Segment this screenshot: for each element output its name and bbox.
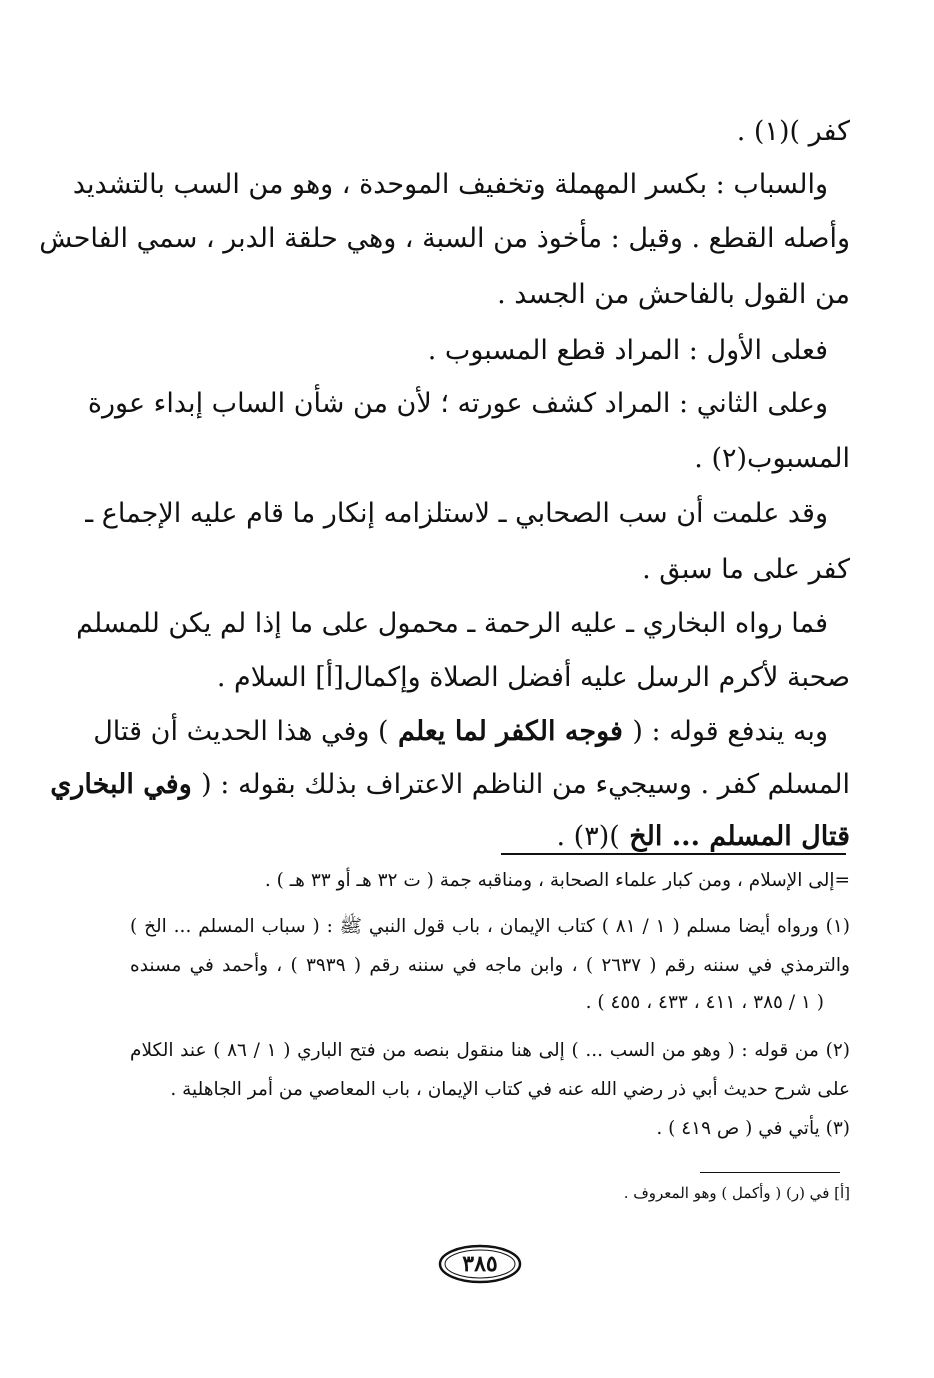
text-line: المسبوب(٢) . xyxy=(694,443,850,474)
footnote-line: والترمذي في سننه رقم ( ٢٦٣٧ ) ، وابن ماجه في سننه رقم ( ٣٩٣٩ ) ، وأحمد في مسنده xyxy=(130,955,850,976)
page-number-badge xyxy=(438,1244,522,1284)
text-segment: المسلم كفر . وسيجيء من الناظم الاعتراف بذلك بقوله : ( xyxy=(201,769,850,800)
page-number: ٣٨٥ xyxy=(462,1251,498,1277)
text-segment: وبه يندفع قوله : ( xyxy=(632,716,828,747)
text-line: كفر على ما سبق . xyxy=(642,554,850,585)
quoted-verse: قتال المسلم ... الخ xyxy=(619,821,850,852)
text-line: والسباب : بكسر المهملة وتخفيف الموحدة ، وهو من السب بالتشديد xyxy=(72,169,828,200)
text-line xyxy=(93,712,828,752)
footnote-line: (١) ورواه أيضا مسلم ( ١ / ٨١ ) كتاب الإيمان ، باب قول النبي ﷺ : ( سباب المسلم ... الخ ) xyxy=(130,916,850,937)
text-line: فما رواه البخاري ـ عليه الرحمة ـ محمول على ما إذا لم يكن للمسلم xyxy=(76,608,828,639)
text-line: فعلى الأول : المراد قطع المسبوب . xyxy=(427,335,828,366)
text-line: من القول بالفاحش من الجسد . xyxy=(497,279,850,310)
text-line: صحبة لأكرم الرسل عليه أفضل الصلاة وإكمال[أ] السلام . xyxy=(216,662,850,693)
quoted-verse: فوجه الكفر لما يعلم xyxy=(388,716,633,747)
text-line: وقد علمت أن سب الصحابي ـ لاستلزامه إنكار ما قام عليه الإجماع ـ xyxy=(85,498,828,529)
quoted-verse: وفي البخاري xyxy=(50,769,202,800)
footnote-line: (٣) يأتي في ( ص ٤١٩ ) . xyxy=(656,1118,850,1139)
text-line xyxy=(130,817,850,857)
text-segment: )(٣) . xyxy=(556,821,620,852)
footnote-line: ( ١ / ٣٨٥ ، ٤١١ ، ٤٣٣ ، ٤٥٥ ) . xyxy=(585,992,824,1013)
margin-note-separator xyxy=(700,1172,840,1173)
footnote-line: على شرح حديث أبي ذر رضي الله عنه في كتاب الإيمان ، باب المعاصي من أمر الجاهلية . xyxy=(170,1079,850,1100)
text-line: وأصله القطع . وقيل : مأخوذ من السبة ، وهي حلقة الدبر ، سمي الفاحش xyxy=(39,223,850,254)
footnote-line: (٢) من قوله : ( وهو من السب ... ) إلى هنا منقول بنصه من فتح الباري ( ١ / ٨٦ ) عند الكلام xyxy=(130,1040,850,1061)
footnote-separator xyxy=(501,853,846,855)
footnote-line: =إلى الإسلام ، ومن كبار علماء الصحابة ، ومناقبه جمة ( ت ٣٢ هـ أو ٣٣ هـ ) . xyxy=(264,870,850,891)
margin-note: [أ] في (ر) ( وأكمل ) وهو المعروف . xyxy=(623,1184,850,1202)
text-line xyxy=(50,765,850,805)
text-line: كفر )(١) . xyxy=(736,116,850,147)
text-segment: ) وفي هذا الحديث أن قتال xyxy=(93,716,389,747)
text-line: وعلى الثاني : المراد كشف عورته ؛ لأن من شأن الساب إبداء عورة xyxy=(87,388,828,419)
